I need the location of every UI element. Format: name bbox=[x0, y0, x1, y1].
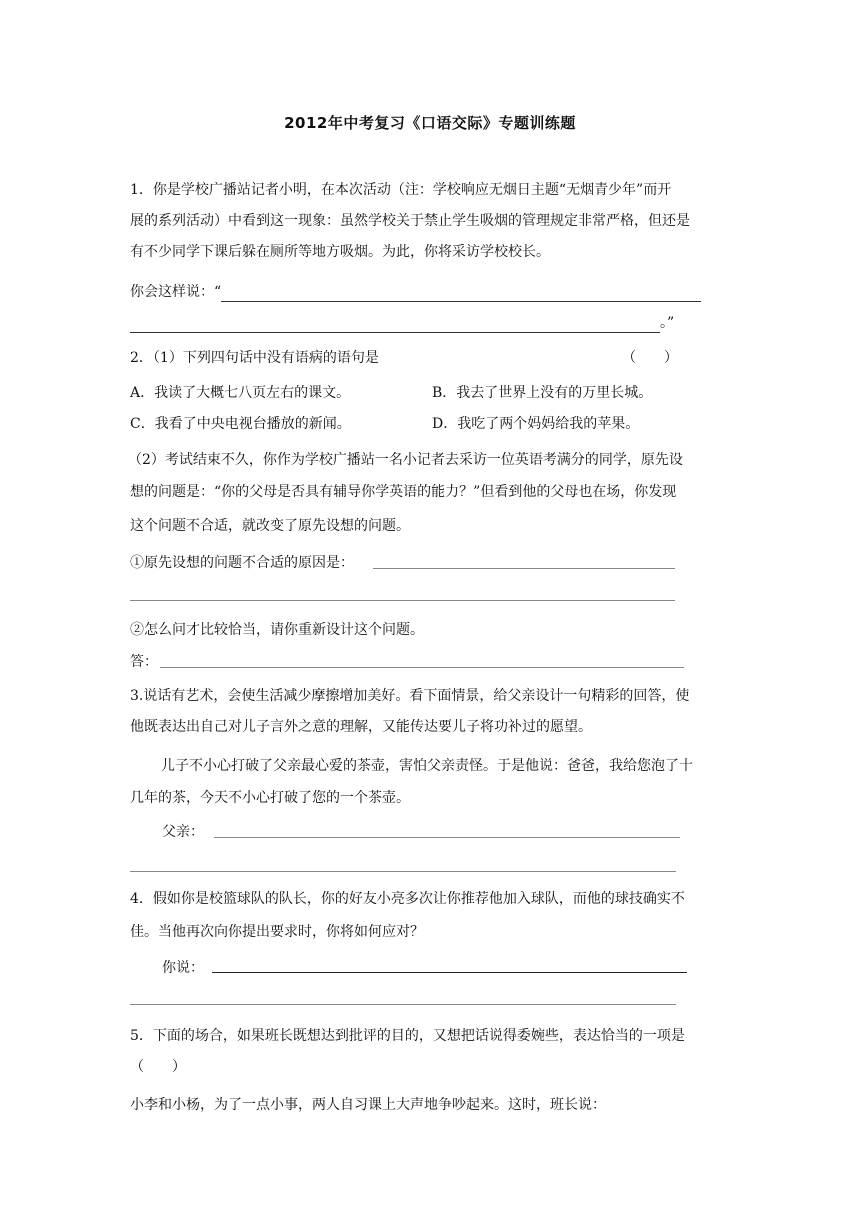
q5-scene: 小李和小杨，为了一点小事，两人自习课上大声地争吵起来。这时，班长说： bbox=[130, 1097, 606, 1113]
q2-part1-stem: 2．（1）下列四句话中没有语病的语句是 bbox=[130, 350, 379, 366]
q2-sub1-answer-line-2[interactable] bbox=[130, 600, 675, 601]
q3-answer-line-2[interactable] bbox=[130, 871, 676, 872]
q2-part2-line-3: 这个问题不合适，就改变了原先设想的问题。 bbox=[130, 518, 410, 534]
q3-text-line-2: 他既表达出自己对儿子言外之意的理解，又能传达要儿子将功补过的愿望。 bbox=[130, 719, 592, 735]
q1-answer-blank-1[interactable] bbox=[221, 287, 701, 302]
q3-text-line-1: 3.说话有艺术，会使生活减少摩擦增加美好。看下面情景，给父亲设计一句精彩的回答，使 bbox=[130, 688, 690, 704]
q2-option-c: C．我看了中央电视台播放的新闻。 bbox=[130, 416, 351, 432]
q4-you-say-label: 你说： bbox=[162, 960, 204, 976]
q4-text-line-2: 佳。当他再次向你提出要求时，你将如何应对？ bbox=[130, 924, 424, 940]
q2-option-d: D．我吃了两个妈妈给我的苹果。 bbox=[432, 416, 640, 432]
document-title: 2012年中考复习《口语交际》专题训练题 bbox=[284, 114, 576, 132]
q1-answer-line-2 bbox=[130, 313, 674, 333]
q1-answer-blank-2[interactable] bbox=[130, 318, 660, 333]
q2-sub2-label: ②怎么问才比较恰当，请你重新设计这个问题。 bbox=[130, 622, 424, 638]
q5-text-line-1: 5．下面的场合，如果班长既想达到批评的目的，又想把话说得委婉些，表达恰当的一项是 bbox=[130, 1028, 685, 1044]
q3-father-label: 父亲： bbox=[162, 824, 204, 840]
q1-text-line-3: 有不少同学下课后躲在厕所等地方吸烟。为此，你将采访学校校长。 bbox=[130, 244, 550, 260]
q5-answer-bracket[interactable]: （ ） bbox=[130, 1059, 186, 1075]
q2-part2-line-1: （2）考试结束不久，你作为学校广播站一名小记者去采访一位英语考满分的同学，原先设 bbox=[128, 452, 683, 468]
q3-story-line-1: 儿子不小心打破了父亲最心爱的茶壶，害怕父亲责怪。于是他说：爸爸，我给您泡了十 bbox=[161, 758, 693, 774]
q1-prompt bbox=[130, 282, 701, 302]
q2-answer-label: 答： bbox=[130, 654, 158, 670]
q2-sub1-label: ①原先设想的问题不合适的原因是： bbox=[130, 555, 354, 571]
q2-answer-bracket[interactable]: （ ） bbox=[622, 350, 678, 366]
q1-prompt-label: 你会这样说：“ bbox=[130, 284, 222, 300]
q1-text-line-1: 1．你是学校广播站记者小明，在本次活动（注：学校响应无烟日主题“无烟青少年”而开 bbox=[130, 182, 672, 198]
q3-answer-line-1[interactable] bbox=[214, 837, 680, 838]
q4-answer-line-1[interactable] bbox=[212, 972, 687, 973]
q2-option-a: A．我读了大概七八页左右的课文。 bbox=[130, 385, 351, 401]
q4-answer-line-2[interactable] bbox=[130, 1004, 676, 1005]
q2-sub1-answer-line-1[interactable] bbox=[373, 568, 675, 569]
q3-story-line-2: 几年的茶，今天不小心打破了您的一个茶壶。 bbox=[130, 790, 410, 806]
q2-sub2-answer-line[interactable] bbox=[160, 667, 684, 668]
q1-prompt-end: 。” bbox=[660, 315, 675, 331]
q2-part2-line-2: 想的问题是：“你的父母是否具有辅导你学英语的能力？”但看到他的父母也在场，你发现 bbox=[130, 484, 677, 500]
q2-option-b: B．我去了世界上没有的万里长城。 bbox=[432, 385, 653, 401]
q1-text-line-2: 展的系列活动）中看到这一现象：虽然学校关于禁止学生吸烟的管理规定非常严格，但还是 bbox=[130, 213, 690, 229]
q4-text-line-1: 4．假如你是校篮球队的队长，你的好友小亮多次让你推荐他加入球队，而他的球技确实不 bbox=[130, 891, 685, 907]
